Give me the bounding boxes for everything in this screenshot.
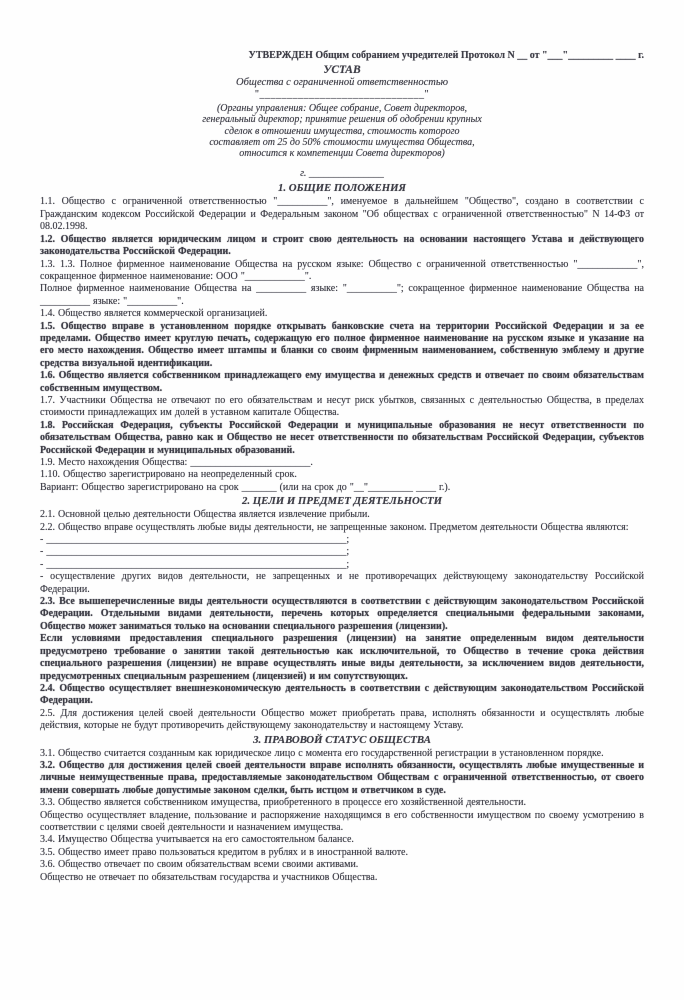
management-note <box>40 103 644 159</box>
section-heading: 3. ПРАВОВОЙ СТАТУС ОБЩЕСТВА <box>253 733 431 746</box>
section-heading: 1. ОБЩИЕ ПОЛОЖЕНИЯ <box>278 182 406 195</box>
management-note-line: составляет от 25 до 50% стоимости имущества Общества, <box>209 136 475 148</box>
paragraph: 1.3. 1.3. Полное фирменное наименование Общества на русском языке: Общество с ограниченной ответственностью "____________", сокращенное фирменное наименование: ООО "____________". <box>40 258 644 282</box>
paragraph: 2.2. Общество вправе осуществлять любые виды деятельности, не запрещенные законом. Предметом деятельности Общества являются: <box>40 521 629 533</box>
paragraph: 3.3. Общество является собственником имущества, приобретенного в процессе его хозяйственной деятельности. <box>40 797 526 809</box>
paragraph: 1.8. Российская Федерация, субъекты Российской Федерации и муниципальные образования не несут ответственности по обязательствам Общества, равно как и Общество не несет ответственности по обязательствам Российской Федерации, субъектов Российской Федерации и муниципальных образований. <box>40 419 644 456</box>
paragraph: 2.1. Основной целью деятельности Общества является извлечение прибыли. <box>40 509 370 521</box>
paragraph: 1.1. Общество с ограниченной ответственностью "__________", именуемое в дальнейшем "Общество", создано в соответствии с Гражданским кодексом Российской Федерации и Федеральным законом "Об обществах с ограниченной ответственностью" N 14-ФЗ от 08.02.1998. <box>40 196 644 233</box>
paragraph: 1.10. Общество зарегистрировано на неопределенный срок. <box>40 469 297 481</box>
management-note-line: относится к компетенции Совета директоров) <box>239 148 445 160</box>
section-heading: 2. ЦЕЛИ И ПРЕДМЕТ ДЕЯТЕЛЬНОСТИ <box>241 495 443 508</box>
paragraph: - ____________________________________________________________; <box>40 534 350 546</box>
sections <box>40 182 644 884</box>
paragraph: 3.2. Общество для достижения целей своей деятельности вправе исполнять обязанности, осуществлять любые имущественные и личные неимущественные права, предоставляемые законодательством Обществам с ограниченной ответственностью, от своего имени совершать любые допустимые законом сделки, быть истцом и ответчиком в суде. <box>40 759 644 796</box>
document-title: УСТАВ <box>323 64 361 76</box>
paragraph: 3.6. Общество отвечает по своим обязательствам всеми своими активами. <box>40 859 359 871</box>
management-note-line: генеральный директор; принятие решения об одобрении крупных <box>202 114 482 126</box>
document-subtitle: Общества с ограниченной ответственностью <box>235 77 449 88</box>
company-name-blank: "______________________________" <box>254 89 430 100</box>
paragraph: 2.3. Все вышеперечисленные виды деятельности осуществляются в соответствии с действующим законодательством Российской Федерации. Отдельными видами деятельности, перечень которых определяется специальными федеральными законами, Общество может заниматься только на основании специального разрешения (лицензии). <box>40 596 644 632</box>
approval-stamp-line: УТВЕРЖДЕН Общим собранием учредителей Протокол N __ от "___"_________ ____ г. <box>248 50 644 61</box>
paragraph: 1.9. Место нахождения Общества: ________________________. <box>40 457 313 469</box>
management-note-line: (Органы управления: Общее собрание, Совет директоров, <box>216 103 468 114</box>
paragraph: Вариант: Общество зарегистрировано на срок _______ (или на срок до "__"_________ ____ г.). <box>40 481 451 493</box>
paragraph: - ____________________________________________________________; <box>40 546 350 558</box>
paragraph: 1.6. Общество является собственником принадлежащего ему имущества и денежных средств и отвечает по своим обязательствам собственным имуществом. <box>40 370 644 394</box>
paragraph: Полное фирменное наименование Общества на __________ языке: "__________"; сокращенное фирменное наименование Общества на __________ языке: "__________". <box>40 283 644 307</box>
paragraph: 2.4. Общество осуществляет внешнеэкономическую деятельность в соответствии с действующим законодательством Российской Федерации. <box>40 682 644 707</box>
paragraph: Общество не отвечает по обязательствам государства и участников Общества. <box>40 871 378 883</box>
paragraph: 3.5. Общество имеет право пользоваться кредитом в рублях и в иностранной валюте. <box>40 846 408 858</box>
paragraph: 3.1. Общество считается созданным как юридическое лицо с момента его государственной регистрации в установленном порядке. <box>40 747 604 759</box>
paragraph: 1.5. Общество вправе в установленном порядке открывать банковские счета на территории Российской Федерации и за ее пределами. Общество имеет круглую печать, содержащую его полное фирменное наименование на русском языке и указание на его место нахождения. Общество имеет штампы и бланки со своим фирменным наименованием, собственную эмблему и другие средства визуальной идентификации. <box>40 320 644 369</box>
paragraph: - ____________________________________________________________; <box>40 558 350 570</box>
paragraph: 1.4. Общество является коммерческой организацией. <box>40 308 268 320</box>
paragraph: 2.5. Для достижения целей своей деятельности Общество может приобретать права, исполнять обязанности и осуществлять любые действия, которые не будут противоречить действующему законодательству и настоящему Уставу. <box>40 707 644 732</box>
paragraph: Если условиями предоставления специального разрешения (лицензии) на занятие определенным видом деятельности предусмотрено требование о занятии такой деятельностью как исключительной, то Общество в течение срока действия специального разрешения (лицензии) не вправе осуществлять иные виды деятельности, за исключением видов деятельности, предусмотренных специальным разрешением (лицензией) и им сопутствующих. <box>40 633 644 682</box>
paragraph: 1.7. Участники Общества не отвечают по его обязательствам и несут риск убытков, связанных с деятельностью Общества, в пределах стоимости принадлежащих им долей в уставном капитале Общества. <box>40 394 644 419</box>
paragraph: 1.2. Общество является юридическим лицом и строит свою деятельность на основании настоящего Устава и действующего законодательства Российской Федерации. <box>40 233 644 258</box>
paragraph: 3.4. Имущество Общества учитывается на его самостоятельном балансе. <box>40 834 354 846</box>
paragraph: Общество осуществляет владение, пользование и распоряжение находящимся в его собственности имуществом по своему усмотрению в соответствии с целями своей деятельности и назначением имущества. <box>40 809 644 833</box>
city-line: г. _______________ <box>300 168 384 180</box>
paragraph: - осуществление других видов деятельности, не запрещенных и не противоречащих действующему законодательству Российской Федерации. <box>40 571 644 595</box>
management-note-line: сделок в отношении имущества, стоимость которого <box>224 125 460 137</box>
